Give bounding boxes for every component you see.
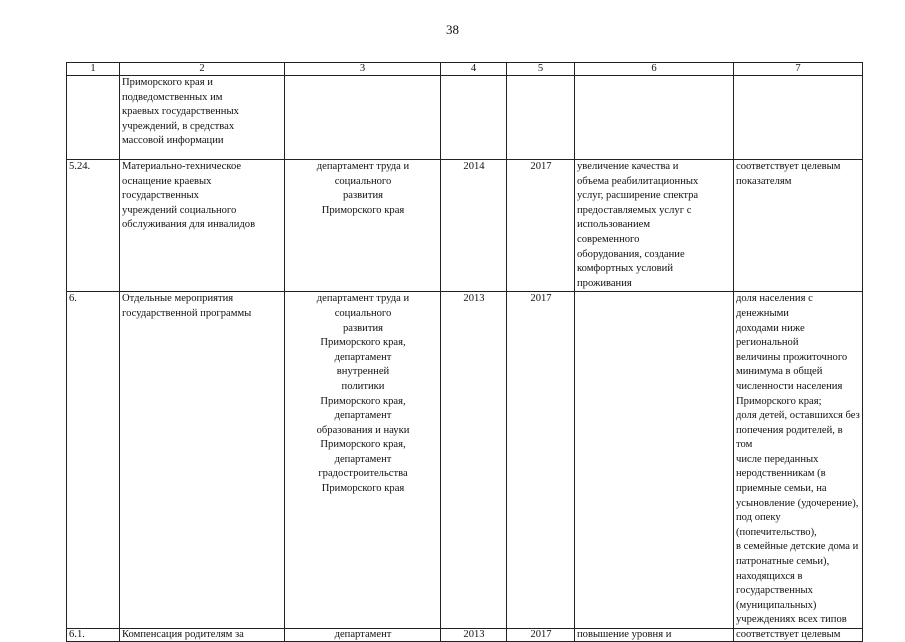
end-year-cell: 2017 (507, 629, 575, 642)
row-number-cell: 5.24. (67, 160, 120, 292)
measure-name-cell: Компенсация родителям за (120, 629, 285, 642)
measure-name-cell: Материально-техническое оснащение краевых государственных учреждений социального обслуживания для инвалидов (120, 160, 285, 292)
end-year-cell: 2017 (507, 160, 575, 292)
row-number-cell: 6.1. (67, 629, 120, 642)
start-year-cell: 2014 (441, 160, 507, 292)
start-year-cell: 2013 (441, 292, 507, 629)
program-table (66, 62, 863, 642)
measure-name-cell: Приморского края и подведомственных им краевых государственных учреждений, в средствах массовой информации (120, 76, 285, 160)
table-row (67, 292, 863, 629)
expected-result-cell (575, 292, 734, 629)
table-row (67, 76, 863, 160)
expected-result-cell (575, 76, 734, 160)
indicator-cell (734, 76, 863, 160)
expected-result-cell: увеличение качества и объема реабилитационных услуг, расширение спектра предоставляемых услуг с использованием современного оборудования, создание комфортных условий проживания (575, 160, 734, 292)
start-year-cell (441, 76, 507, 160)
table-row (67, 160, 863, 292)
column-header-2: 2 (120, 63, 285, 76)
column-number-row (67, 63, 863, 76)
column-header-3: 3 (285, 63, 441, 76)
executor-cell: департамент труда и социального развития Приморского края, департамент внутренней политики Приморского края, департамент образования и науки Приморского края, департамент градостроительства Приморского края (285, 292, 441, 629)
column-header-4: 4 (441, 63, 507, 76)
executor-cell: департамент (285, 629, 441, 642)
page-number: 38 (446, 22, 459, 37)
column-header-1: 1 (67, 63, 120, 76)
end-year-cell (507, 76, 575, 160)
row-number-cell: 6. (67, 292, 120, 629)
indicator-cell: соответствует целевым показателям (734, 160, 863, 292)
expected-result-cell: повышение уровня и (575, 629, 734, 642)
column-header-5: 5 (507, 63, 575, 76)
indicator-cell: соответствует целевым (734, 629, 863, 642)
measure-name-cell: Отдельные мероприятия государственной программы (120, 292, 285, 629)
table-header (67, 63, 863, 76)
end-year-cell: 2017 (507, 292, 575, 629)
indicator-cell: доля населения с денежными доходами ниже региональной величины прожиточного минимума в общей численности населения Приморского края; доля детей, оставшихся без попечения родителей, в том числе переданных неродственникам (в приемные семьи, на усыновление (удочерение), под опеку (попечительство), в семейные детские дома и патронатные семьи), находящихся в государственных (муниципальных) учреждениях всех типов (734, 292, 863, 629)
row-number-cell (67, 76, 120, 160)
column-header-7: 7 (734, 63, 863, 76)
executor-cell (285, 76, 441, 160)
start-year-cell: 2013 (441, 629, 507, 642)
executor-cell: департамент труда и социального развития Приморского края (285, 160, 441, 292)
column-header-6: 6 (575, 63, 734, 76)
